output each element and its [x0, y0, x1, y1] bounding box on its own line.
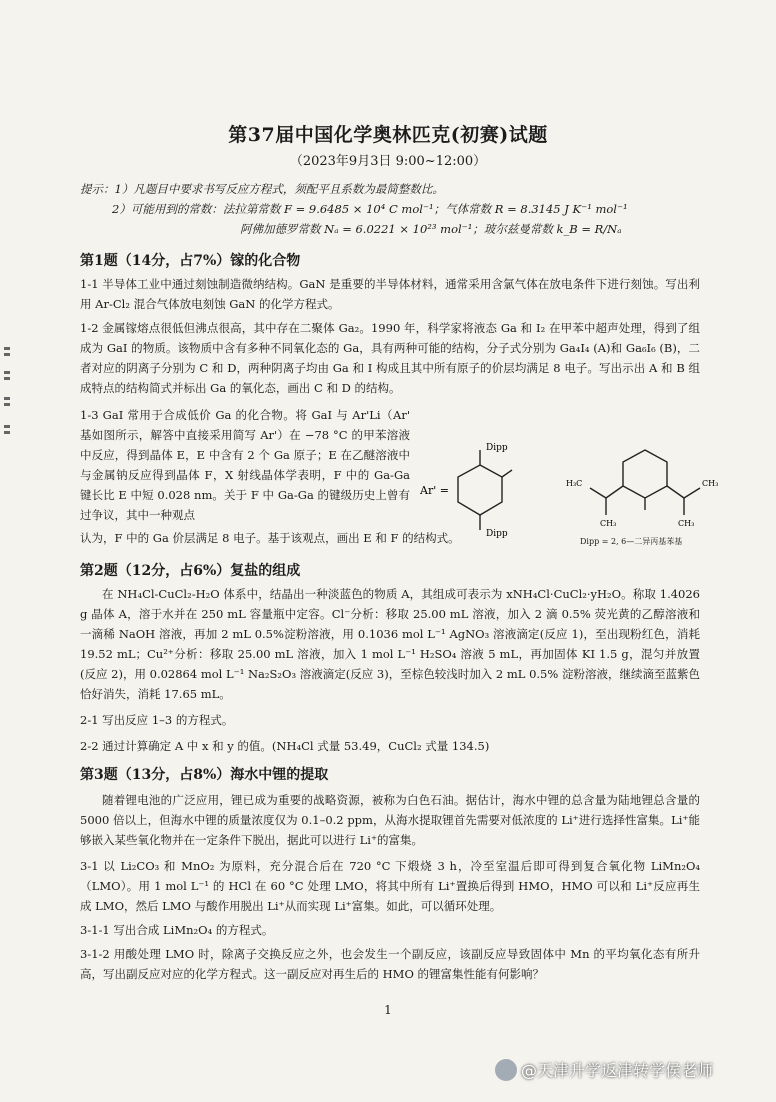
page-number: 1 [384, 1003, 392, 1017]
ch3-label-2: CH₃ [600, 519, 617, 528]
q3-1-text: 3-1 以 Li₂CO₃ 和 MnO₂ 为原料，充分混合后在 720 °C 下煅烧 3 h，冷至室温后即可得到复合氧化物 LiMn₂O₄（LMO）。用 1 mol L⁻¹ 的 HCl 在 60 °C 处理 LMO，将其中所有 Li⁺置换后得到 HMO，HMO 可以和 Li⁺反应再生成 LMO，然后 LMO 与酸作用脱出 Li⁺从而实现 Li⁺富集。如此，可以循环处理。 [80, 859, 700, 913]
hint-line-1: 提示：1）凡题目中要求书写反应方程式，须配平且系数为最简整数比。 [80, 182, 444, 196]
binding-marks [0, 345, 16, 445]
q2-heading: 第2题（12分，占6%）复盐的组成 [80, 563, 301, 579]
watermark-logo-icon [495, 1059, 517, 1081]
q2-1-text: 2-1 写出反应 1–3 的方程式。 [80, 713, 234, 727]
q1-2-text: 1-2 金属镓熔点很低但沸点很高，其中存在二聚体 Ga₂。1990 年，科学家将液态 Ga 和 I₂ 在甲苯中超声处理，得到了组成为 GaI 的物质。该物质中含有多种不同氧化态的 Ga，具有两种可能的结构，分子式分别为 Ga₄I₄ (A)和 Ga₆I₆ (B)，二者对应的阴离子分别为 C 和 D，两种阴离子均由 Ga 和 I 构成且其中所有原子的价层均满足 8 电子。写出示出 A 和 B 组成特点的结构简式并标出 Ga 的氧化态，画出 C 和 D 的结构。 [80, 321, 700, 395]
q3-heading: 第3题（13分，占8%）海水中锂的提取 [80, 767, 329, 783]
watermark-text: @天津升学返津转学侯老师 [521, 1061, 714, 1080]
dipp-caption: Dipp = 2, 6—二异丙基苯基 [580, 537, 683, 546]
ar-prime-label: Ar' = [420, 484, 449, 497]
q3-1-1-text: 3-1-1 写出合成 LiMn₂O₄ 的方程式。 [80, 923, 274, 937]
ar-prime-structure [420, 440, 740, 540]
q1-1-text: 1-1 半导体工业中通过刻蚀制造微纳结构。GaN 是重要的半导体材料，通常采用含氯气体在放电条件下进行刻蚀。写出利用 Ar-Cl₂ 混合气体放电刻蚀 GaN 的化学方程式。 [80, 277, 700, 311]
q1-heading: 第1题（14分，占7%）镓的化合物 [80, 253, 301, 269]
page-title: 第37届中国化学奥林匹克(初赛)试题 [228, 124, 548, 146]
ch3-label-4: CH₃ [678, 519, 695, 528]
ch3-label-3: CH₃ [702, 479, 719, 488]
watermark [495, 1058, 713, 1081]
ch3-label-1: H₃C [566, 479, 583, 488]
q2-text: 在 NH₄Cl-CuCl₂-H₂O 体系中，结晶出一种淡蓝色的物质 A，其组成可表示为 xNH₄Cl·CuCl₂·yH₂O。称取 1.4026 g 晶体 A，溶于水并在 250 mL 容量瓶中定容。Cl⁻分析：移取 25.00 mL 溶液，加入 2 滴 0.5% 荧光黄的乙醇溶液和一滴稀 NaOH 溶液，再加 2 mL 0.5%淀粉溶液，用 0.1036 mol L⁻¹ AgNO₃ 溶液滴定(反应 1)，至出现粉红色，消耗 19.52 mL；Cu²⁺分析：移取 25.00 mL 溶液，加入 1 mol L⁻¹ H₂SO₄ 溶液 5 mL，再加固体 KI 1.5 g，混匀并放置(反应 2)，用 0.02864 mol L⁻¹ Na₂S₂O₃ 溶液滴定(反应 3)，至棕色较浅时加入 2 mL 0.5% 淀粉溶液，继续滴至蓝紫色恰好消失，消耗 17.65 mL。 [80, 587, 700, 701]
hint-line-2: 2）可能用到的常数：法拉第常数 F = 9.6485 × 10⁴ C mol⁻¹；气体常数 R = 8.3145 J K⁻¹ mol⁻¹ [112, 202, 628, 216]
dipp-bottom-label: Dipp [486, 529, 508, 539]
exam-date: （2023年9月3日 9:00~12:00） [289, 154, 487, 169]
q1-3-text-cont: 认为，F 中的 Ga 价层满足 8 电子。基于该观点，画出 E 和 F 的结构式。 [80, 531, 460, 545]
dipp-top-label: Dipp [486, 443, 508, 453]
hint-line-3: 阿佛加德罗常数 Nₐ = 6.0221 × 10²³ mol⁻¹；玻尔兹曼常数 k_B = R/Nₐ [240, 222, 622, 236]
q1-3-text: 1-3 GaI 常用于合成低价 Ga 的化合物。将 GaI 与 Ar'Li（Ar' 基如图所示，解答中直接采用简写 Ar'）在 −78 °C 的甲苯溶液中反应，得到晶体 E，E 中含有 2 个 Ga 原子；E 在乙醚溶液中与金属钠反应得到晶体 F，X 射线晶体学表明，F 中的 Ga-Ga 键长比 E 中短 0.028 nm。关于 F 中 Ga-Ga 的键级历史上曾有过争议，其中一种观点 [80, 408, 410, 522]
q3-1-2-text: 3-1-2 用酸处理 LMO 时，除离子交换反应之外，也会发生一个副反应，该副反应导致固体中 Mn 的平均氧化态有所升高，写出副反应对应的化学方程式。这一副反应对再生后的 HMO 的锂富集性能有何影响？ [80, 947, 700, 981]
q3-intro-text: 随着锂电池的广泛应用，锂已成为重要的战略资源，被称为白色石油。据估计，海水中锂的总含量为陆地锂总含量的 5000 倍以上，但海水中锂的质量浓度仅为 0.1–0.2 ppm，从海水提取锂首先需要对低浓度的 Li⁺进行选择性富集。Li⁺能够嵌入某些氧化物并在一定条件下脱出，据此可以进行 Li⁺的富集。 [80, 793, 700, 847]
q2-2-text: 2-2 通过计算确定 A 中 x 和 y 的值。(NH₄Cl 式量 53.49，CuCl₂ 式量 134.5) [80, 739, 490, 753]
